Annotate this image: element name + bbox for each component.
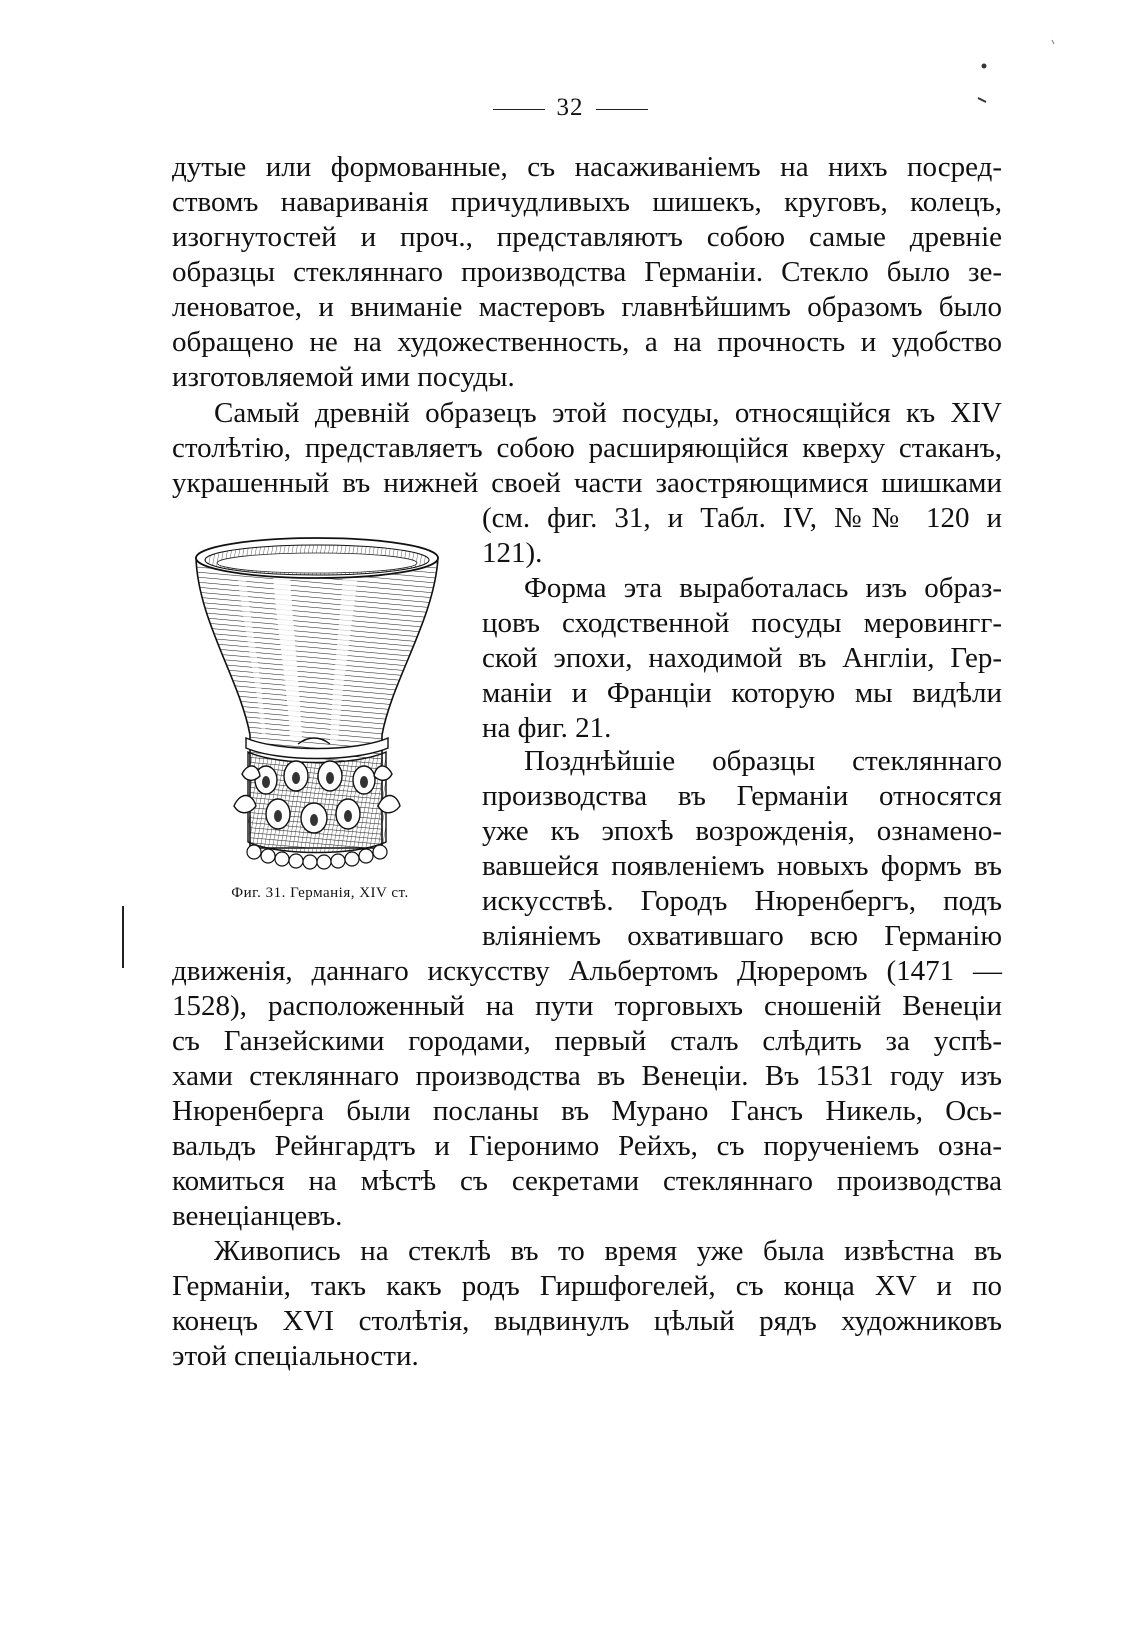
text-line: изогнутостей и проч., представляютъ собою самые древніе xyxy=(172,221,1002,253)
text-line: комиться на мѣстѣ съ секретами стекляннаго производства xyxy=(172,1165,1002,1197)
text-line: вавшейся появленіемъ новыхъ формъ въ xyxy=(482,850,1002,882)
page-number-text: 32 xyxy=(556,94,584,121)
text-line: венеціанцевъ. xyxy=(172,1200,343,1232)
text-line: 1528), расположенный на пути торговыхъ сношеній Венеціи xyxy=(172,990,1002,1022)
figure-caption: Фиг. 31. Германія, XIV ст. xyxy=(231,885,409,901)
text-line: этой спеціальности. xyxy=(172,1340,419,1372)
text-line: на фиг. 21. xyxy=(482,712,612,744)
text-line: леноватое, и вниманіе мастеровъ главнѣйшимъ образомъ было xyxy=(172,291,1002,323)
text-line: вальдъ Рейнгардтъ и Гіеронимо Рейхъ, съ порученіемъ озна- xyxy=(172,1130,1002,1162)
text-line: искусствѣ. Городъ Нюренбергъ, подъ xyxy=(482,885,1002,917)
text-line: обращено не на художественность, а на прочность и удобство xyxy=(172,326,1002,358)
text-line: Самый древній образецъ этой посуды, относящійся къ XIV xyxy=(214,397,1002,429)
text-line: вліяніемъ охватившаго всю Германію xyxy=(482,920,1002,952)
text-line: ской эпохи, находимой въ Англіи, Гер- xyxy=(482,642,1002,674)
text-line: Позднѣйшіе образцы стекляннаго xyxy=(524,745,1002,777)
text-line: ствомъ навариванія причудливыхъ шишекъ, круговъ, колецъ, xyxy=(172,186,1002,218)
text-line: (см. фиг. 31, и Табл. IV, №№ 120 и xyxy=(482,502,1002,534)
text-line: движенія, даннаго искусству Альбертомъ Дюреромъ (1471 — xyxy=(172,955,1002,987)
text-line: дутые или формованные, съ насаживаніемъ на нихъ посред- xyxy=(172,151,1002,183)
text-line: Нюренберга были посланы въ Мурано Гансъ Никель, Ось- xyxy=(172,1095,1002,1127)
text-line: хами стекляннаго производства въ Венеціи. Въ 1531 году изъ xyxy=(172,1060,1002,1092)
text-line: украшенный въ нижней своей части заостряющимися шишками xyxy=(172,467,1002,499)
text-line: конецъ XVI столѣтія, выдвинулъ цѣлый рядъ художниковъ xyxy=(172,1305,1002,1337)
text-line: Германіи, такъ какъ родъ Гиршфогелей, съ конца XV и по xyxy=(172,1270,1002,1302)
text-line: изготовляемой ими посуды. xyxy=(172,361,515,393)
text-line: Живопись на стеклѣ въ то время уже была извѣстна въ xyxy=(214,1235,1002,1267)
text-line: маніи и Франціи которую мы видѣли xyxy=(482,677,1002,709)
text-line: уже къ эпохѣ возрожденія, ознамено- xyxy=(482,815,1002,847)
text-line: Форма эта выработалась изъ образ- xyxy=(524,572,1002,604)
text-line: цовъ сходственной посуды меровингг- xyxy=(482,607,1002,639)
text-line: образцы стекляннаго производства Германіи. Стекло было зе- xyxy=(172,256,1002,288)
text-line: 121). xyxy=(482,537,543,569)
text-line: производства въ Германіи относятся xyxy=(482,780,1002,812)
text-line: съ Ганзейскими городами, первый сталъ слѣдить за успѣ- xyxy=(172,1025,1002,1057)
text-line: столѣтію, представляетъ собою расширяющійся кверху стаканъ, xyxy=(172,432,1002,464)
